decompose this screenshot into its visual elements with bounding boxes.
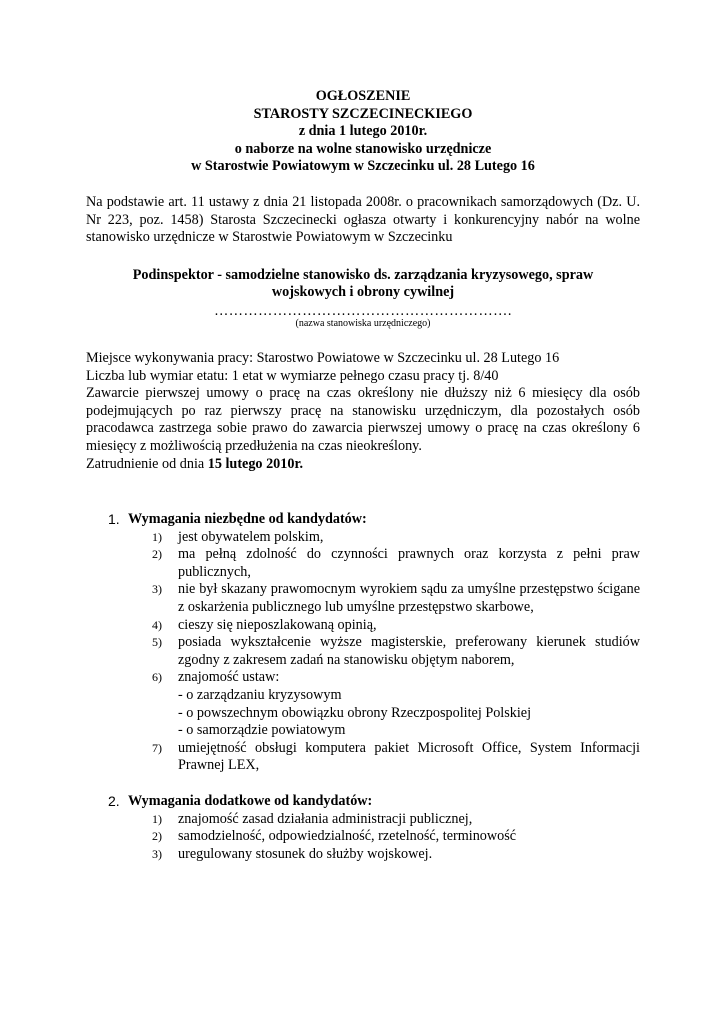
item-number: 2) <box>152 829 162 844</box>
item-number: 5) <box>152 635 162 650</box>
item-number: 4) <box>152 617 162 632</box>
section-heading-text: Wymagania dodatkowe od kandydatów: <box>128 793 373 809</box>
announcement-header <box>86 88 640 176</box>
item-content <box>178 669 640 739</box>
section-heading-text: Wymagania niezbędne od kandydatów: <box>128 511 367 528</box>
item-number: 7) <box>152 740 162 755</box>
header-subject: o naborze na wolne stanowisko urzędnicze <box>234 140 492 157</box>
item-number: 3) <box>152 582 162 597</box>
item-content <box>178 811 640 829</box>
header-location: w Starostwie Powiatowym w Szczecinku ul. 28 Lutego 16 <box>191 158 535 175</box>
requirements-list <box>86 529 640 775</box>
section-number: 1. <box>108 511 120 528</box>
item-content <box>178 740 640 775</box>
item-content <box>178 828 640 846</box>
item-number: 3) <box>152 846 162 861</box>
item-content <box>178 581 640 616</box>
list-item <box>152 828 640 846</box>
item-text: znajomość ustaw: <box>178 669 280 686</box>
item-text: ma pełną zdolność do czynności prawnych oraz korzysta z pełni praw publicznych, <box>178 546 640 580</box>
section-heading <box>108 511 640 529</box>
header-title: OGŁOSZENIE <box>315 88 411 104</box>
list-item <box>152 846 640 864</box>
section-number: 2. <box>108 793 120 809</box>
item-content <box>178 546 640 581</box>
position-title <box>86 267 640 302</box>
item-number: 6) <box>152 670 162 685</box>
section-heading <box>108 793 640 811</box>
position-caption: (nazwa stanowiska urzędniczego) <box>295 317 431 329</box>
employment-start <box>86 456 640 474</box>
item-text: umiejętność obsługi komputera pakiet Microsoft Office, System Informacji Prawnej LEX, <box>178 739 640 774</box>
item-content <box>178 634 640 669</box>
list-item <box>152 581 640 616</box>
item-text: cieszy się nieposzlakowaną opinią, <box>178 616 377 633</box>
position-title-line2: wojskowych i obrony cywilnej <box>271 284 455 301</box>
header-issuer: STAROSTY SZCZECINECKIEGO <box>253 105 473 122</box>
item-text: uregulowany stosunek do służby wojskowej. <box>178 845 433 862</box>
item-subitem: - o samorządzie powiatowym <box>178 722 346 739</box>
requirements-section <box>86 511 640 775</box>
item-text: nie był skazany prawomocnym wyrokiem sądu za umyślne przestępstwo ścigane z oskarżenia publicznego lub umyślne przestępstwo skarbowe, <box>178 581 640 616</box>
list-item <box>152 811 640 829</box>
workplace-text: Miejsce wykonywania pracy: Starostwo Powiatowe w Szczecinku ul. 28 Lutego 16 <box>86 349 560 366</box>
employment-date: 15 lutego 2010r. <box>207 455 303 472</box>
item-text: posiada wykształcenie wyższe magisterskie, preferowany kierunek studiów zgodny z zakresem zadań na stanowisku objętym naborem, <box>178 634 640 668</box>
item-text: znajomość zasad działania administracji publicznej, <box>178 810 473 827</box>
item-content <box>178 846 640 864</box>
position-dotted-line: ……………………………………………………. <box>214 302 512 319</box>
hours-text: Liczba lub wymiar etatu: 1 etat w wymiarze pełnego czasu pracy tj. 8/40 <box>86 367 499 384</box>
item-number: 1) <box>152 811 162 826</box>
contract-text: Zawarcie pierwszej umowy o pracę na czas określony nie dłuższy niż 6 miesięcy dla osób podejmujących po raz pierwszy pracę na stanowisku urzędniczym, dla pozostałych osób pracodawca zastrzega sobie prawo do zawarcia pierwszej umowy o pracę na czas określony 6 miesięcy z możliwością przedłużenia na czas nieokreślony. <box>86 385 640 454</box>
item-content <box>178 529 640 547</box>
document-page <box>86 88 640 863</box>
item-subitem: - o powszechnym obowiązku obrony Rzeczpospolitej Polskiej <box>178 704 532 721</box>
requirements-section <box>86 793 640 863</box>
item-number: 1) <box>152 529 162 544</box>
list-item <box>152 546 640 581</box>
job-details <box>86 350 640 473</box>
item-subitem: - o zarządzaniu kryzysowym <box>178 687 342 704</box>
list-item <box>152 669 640 739</box>
header-date: z dnia 1 lutego 2010r. <box>298 123 428 140</box>
list-item <box>152 529 640 547</box>
position-title-line1: Podinspektor - samodzielne stanowisko ds. zarządzania kryzysowego, spraw <box>132 266 594 283</box>
requirements-sections <box>86 511 640 863</box>
list-item <box>152 617 640 635</box>
requirements-list <box>86 811 640 864</box>
employment-prefix: Zatrudnienie od dnia <box>86 455 208 472</box>
item-content <box>178 617 640 635</box>
item-text: samodzielność, odpowiedzialność, rzetelność, terminowość <box>178 828 517 845</box>
list-item <box>152 740 640 775</box>
intro-paragraph: Na podstawie art. 11 ustawy z dnia 21 listopada 2008r. o pracownikach samorządowych (Dz. U. Nr 223, poz. 1458) Starosta Szczecinecki ogłasza otwarty i konkurencyjny nabór na wolne stanowisko urzędnicze w Starostwie Powiatowym w Szczecinku <box>86 193 640 246</box>
list-item <box>152 634 640 669</box>
item-text: jest obywatelem polskim, <box>178 528 324 545</box>
item-number: 2) <box>152 547 162 562</box>
